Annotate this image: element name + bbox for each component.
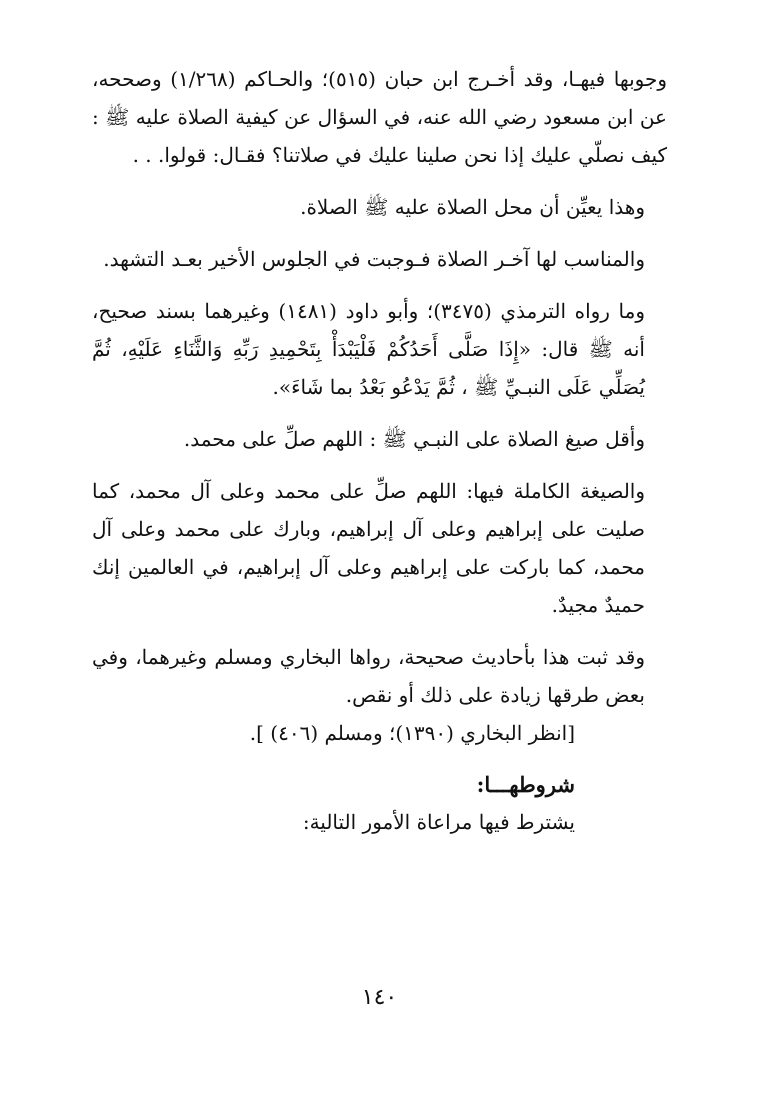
paragraph-minimum-form: وأقل صيغ الصلاة على النبـي ﷺ : اللهم صلِّ على محمد. <box>183 427 645 451</box>
paragraph-appropriate: والمناسب لها آخـر الصلاة فـوجبت في الجلوس الأخير بعـد التشهد. <box>103 247 645 271</box>
paragraph-location: وهذا يعيِّن أن محل الصلاة عليه ﷺ الصلاة. <box>300 195 645 219</box>
section-heading-conditions: شروطهـــا: <box>476 772 575 797</box>
paragraph-tirmidhi-hadith: وما رواه الترمذي (٣٤٧٥)؛ وأبو داود (١٤٨١) وغيرهما بسند صحيح، أنه ﷺ قال: «إِذَا صَلَّى أَحَدُكُمْ فَلْيَبْدَأْ بِتَحْمِيدِ رَبِّهِ وَالثَّنَاءِ عَلَيْهِ، ثُمَّ يُصَلِّي عَلَى النبـيِّ ﷺ ، ثُمَّ يَدْعُو بَعْدُ بما شَاءَ». <box>92 299 645 399</box>
conditions-intro: يشترط فيها مراعاة الأمور التالية: <box>302 810 575 834</box>
page-body <box>92 60 667 840</box>
page-number: ١٤٠ <box>361 985 398 1010</box>
paragraph-authentic-hadiths: وقد ثبت هذا بأحاديث صحيحة، رواها البخاري ومسلم وغيرهما، وفي بعض طرقها زيادة على ذلك أو نقص. <box>92 645 645 707</box>
paragraph-complete-form: والصيغة الكاملة فيها: اللهم صلِّ على محمد وعلى آل محمد، كما صليت على إبراهيم وعلى آل إبراهيم، وبارك على محمد وعلى آل محمد، كما باركت على إبراهيم وعلى آل إبراهيم، في العالمين إنك حميدٌ مجيدٌ. <box>92 479 645 617</box>
paragraph-obligation: وجوبها فيهـا، وقد أخـرج ابن حبان (٥١٥)؛ والحـاكم (١/٢٦٨) وصححه، عن ابن مسعود رضي الله عنه، في السؤال عن كيفية الصلاة عليه ﷺ : كيف نصلّي عليك إذا نحن صلينا عليك في صلاتنا؟ فقـال: قولوا. . . <box>92 67 667 167</box>
reference-citation: [انظر البخاري (١٣٩٠)؛ ومسلم (٤٠٦) ]. <box>249 721 575 745</box>
